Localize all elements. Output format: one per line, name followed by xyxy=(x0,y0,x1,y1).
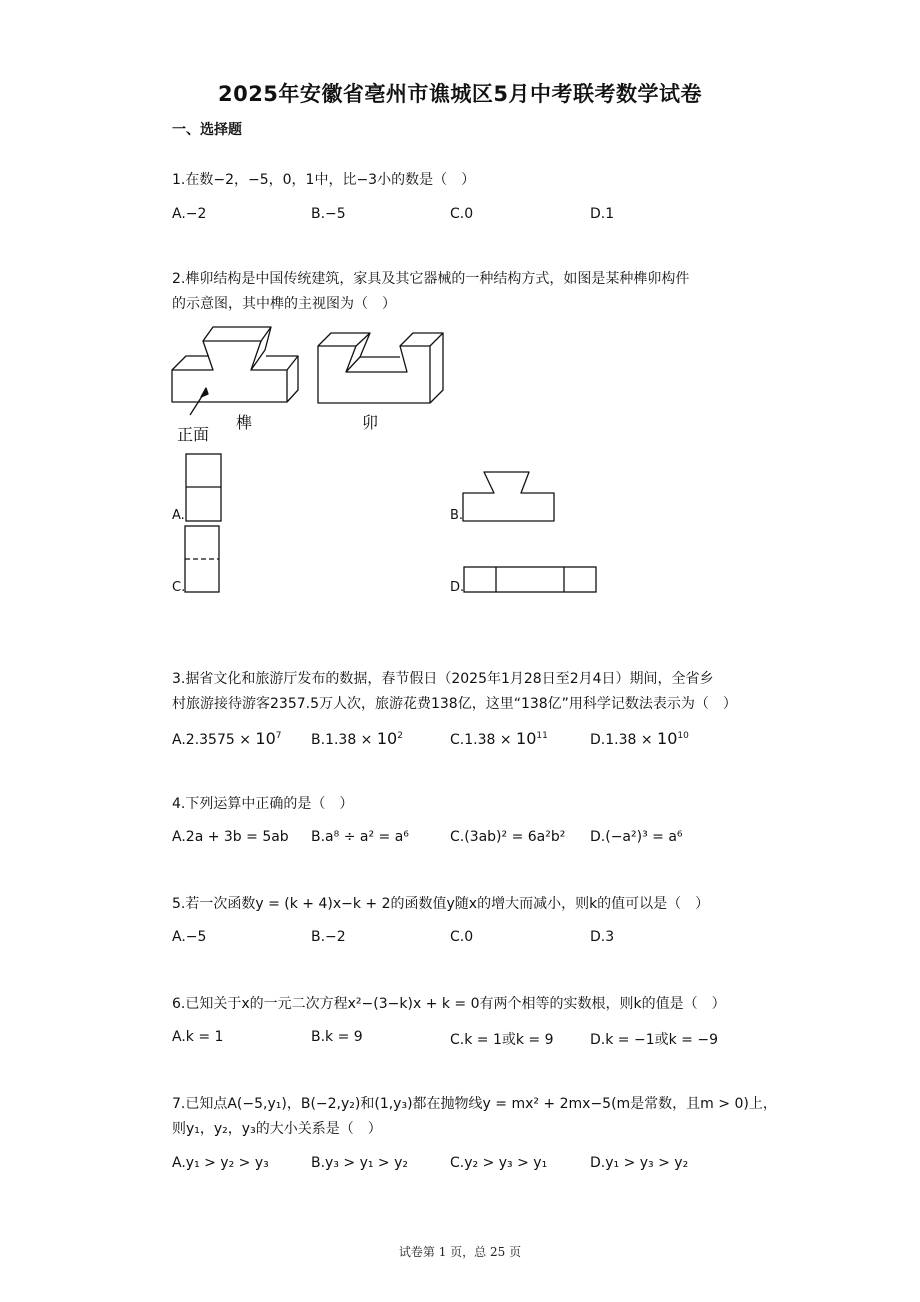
question-7-option-a[interactable]: A.y₁ > y₂ > y₃ xyxy=(172,1155,269,1171)
question-4-text: 4.下列运算中正确的是（ ） xyxy=(172,796,354,812)
question-5-option-b[interactable]: B.−2 xyxy=(311,929,346,945)
question-6-text: 6.已知关于x的一元二次方程x²−(3−k)x + k = 0有两个相等的实数根，则k的值是（ ） xyxy=(172,996,726,1012)
exam-title: 2025年安徽省亳州市谯城区5月中考联考数学试卷 xyxy=(217,82,703,106)
question-5-option-a[interactable]: A.−5 xyxy=(172,929,207,945)
tenon-label: 榫 xyxy=(236,413,253,432)
question-2-option-c[interactable]: C. xyxy=(172,580,186,595)
option-a-figure xyxy=(186,454,221,521)
question-7-text-line1: 7.已知点A(−5,y₁)，B(−2,y₂)和(1,y₃)都在抛物线y = mx² + 2mx−5(m是常数，且m > 0)上， xyxy=(172,1096,777,1112)
question-5-option-c[interactable]: C.0 xyxy=(450,929,474,945)
question-2-option-b[interactable]: B. xyxy=(450,508,464,523)
option-label: B. xyxy=(311,732,326,748)
question-2-option-a[interactable]: A. xyxy=(172,508,185,523)
question-3-text-line2: 村旅游接待游客2357.5万人次，旅游花费138亿，这里“138亿”用科学记数法表示为（ ） xyxy=(172,696,737,712)
tenon-front-face xyxy=(172,341,287,402)
question-6-option-d[interactable]: D.k = −1或k = −9 xyxy=(590,1032,718,1048)
mortise-front-face xyxy=(318,346,430,403)
mantissa: 2.3575 xyxy=(185,732,235,748)
question-1-option-b[interactable]: B.−5 xyxy=(311,206,346,222)
exponent: 2 xyxy=(397,731,403,741)
section-heading: 一、选择题 xyxy=(172,122,242,138)
exponent: 11 xyxy=(536,731,548,741)
exponent: 10 xyxy=(677,731,689,741)
mortise-top-left xyxy=(318,333,370,346)
option-label: D. xyxy=(590,732,606,748)
question-4-option-b[interactable]: B.a⁸ ÷ a² = a⁶ xyxy=(311,829,409,845)
tenon-top-right xyxy=(266,356,298,370)
question-5-text: 5.若一次函数y = (k + 4)x−k + 2的函数值y随x的增大而减小，则k的值可以是（ ） xyxy=(172,896,710,912)
exponent: 7 xyxy=(275,731,282,741)
question-5-option-d[interactable]: D.3 xyxy=(590,929,615,945)
mortise-label: 卯 xyxy=(362,413,379,432)
question-7-text-line2: 则y₁，y₂，y₃的大小关系是（ ） xyxy=(172,1121,382,1137)
question-7-option-b[interactable]: B.y₃ > y₁ > y₂ xyxy=(311,1155,409,1171)
option-label: C. xyxy=(450,732,465,748)
question-3-option-b[interactable]: $B.1.38 \times 10^2$ xyxy=(311,729,403,748)
question-3-text-line1: 3.据省文化和旅游厅发布的数据，春节假日（2025年1月28日至2月4日）期间，全省乡 xyxy=(172,671,714,687)
tenon-top-left xyxy=(172,356,209,370)
question-3-option-a[interactable]: $A.2.3575 \times 10^7$ xyxy=(172,729,282,748)
question-1-option-d[interactable]: D.1 xyxy=(590,206,615,222)
page-footer: 试卷第 1 页，总 25 页 xyxy=(398,1245,522,1259)
question-1-text: 1.在数−2，−5，0，1中，比−3小的数是（ ） xyxy=(172,172,476,188)
question-4-option-d[interactable]: D.(−a²)³ = a⁶ xyxy=(590,829,683,845)
question-4-option-a[interactable]: A.2a + 3b = 5ab xyxy=(172,829,289,845)
question-6-option-a[interactable]: A.k = 1 xyxy=(172,1029,224,1045)
mantissa: 1.38 xyxy=(464,732,496,748)
question-3-option-d[interactable]: $D.1.38 \times 10^{10}$ xyxy=(590,729,689,748)
question-7-option-d[interactable]: D.y₁ > y₃ > y₂ xyxy=(590,1155,689,1171)
front-face-label: 正面 xyxy=(177,425,210,444)
mantissa: 1.38 xyxy=(605,732,637,748)
question-2-text-line2: 的示意图，其中榫的主视图为（ ） xyxy=(172,296,396,312)
question-2-option-d[interactable]: D. xyxy=(450,580,465,595)
question-6-option-b[interactable]: B.k = 9 xyxy=(311,1029,363,1045)
option-c-figure xyxy=(185,526,219,592)
question-1-option-a[interactable]: A.−2 xyxy=(172,206,207,222)
option-d-figure xyxy=(464,567,596,592)
question-4-option-c[interactable]: C.(3ab)² = 6a²b² xyxy=(450,829,566,845)
mantissa: 1.38 xyxy=(325,732,357,748)
option-label: A. xyxy=(172,732,186,748)
mortise-3d-figure xyxy=(318,333,443,403)
question-3-option-c[interactable]: $C.1.38 \times 10^{11}$ xyxy=(450,729,548,748)
question-6-option-c[interactable]: C.k = 1或k = 9 xyxy=(450,1032,554,1048)
option-b-figure xyxy=(463,472,554,521)
question-1-option-c[interactable]: C.0 xyxy=(450,206,474,222)
mortise-top-right xyxy=(400,333,443,346)
question-2-text-line1: 2.榫卯结构是中国传统建筑，家具及其它器械的一种结构方式，如图是某种榫卯构件 xyxy=(172,271,690,287)
tenon-dovetail-top xyxy=(203,327,271,341)
question-7-option-c[interactable]: C.y₂ > y₃ > y₁ xyxy=(450,1155,548,1171)
